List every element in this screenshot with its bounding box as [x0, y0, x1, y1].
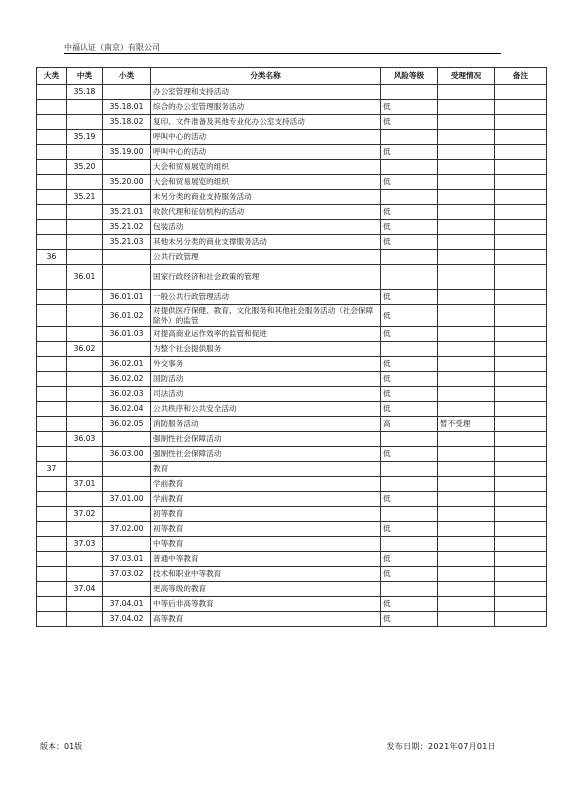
- table-row: [37, 507, 547, 522]
- note-cell: [495, 507, 547, 522]
- minor-cell: [103, 265, 151, 290]
- company-header: 中福认证（南京）有限公司: [64, 43, 160, 52]
- note-cell: [495, 205, 547, 220]
- middle-cell: [67, 612, 103, 627]
- minor-cell: [103, 160, 151, 175]
- release-date: 发布日期：2021年07月01日: [386, 742, 496, 751]
- table-row: [37, 190, 547, 205]
- note-cell: [495, 462, 547, 477]
- risk-cell: [381, 507, 438, 522]
- acceptance-cell: [438, 220, 495, 235]
- table-row: [37, 305, 547, 327]
- middle-cell: [67, 402, 103, 417]
- acceptance-cell: [438, 190, 495, 205]
- major-cell: [37, 537, 67, 552]
- risk-cell: 低: [381, 115, 438, 130]
- risk-cell: 低: [381, 357, 438, 372]
- risk-cell: [381, 85, 438, 100]
- note-cell: [495, 190, 547, 205]
- table-row: [37, 115, 547, 130]
- major-cell: [37, 85, 67, 100]
- minor-cell: 37.03.01: [103, 552, 151, 567]
- note-cell: [495, 567, 547, 582]
- note-cell: [495, 290, 547, 305]
- name-cell: 中等教育: [151, 537, 381, 552]
- acceptance-cell: [438, 492, 495, 507]
- acceptance-cell: [438, 477, 495, 492]
- middle-cell: 35.21: [67, 190, 103, 205]
- table-row: [37, 175, 547, 190]
- middle-cell: 37.01: [67, 477, 103, 492]
- acceptance-cell: [438, 597, 495, 612]
- major-cell: [37, 305, 67, 327]
- table-row: [37, 235, 547, 250]
- table-row: [37, 250, 547, 265]
- table-row: [37, 342, 547, 357]
- minor-cell: 36.01.02: [103, 305, 151, 327]
- major-cell: [37, 327, 67, 342]
- acceptance-cell: [438, 342, 495, 357]
- minor-cell: 37.01.00: [103, 492, 151, 507]
- middle-cell: [67, 305, 103, 327]
- major-cell: [37, 417, 67, 432]
- note-cell: [495, 130, 547, 145]
- risk-cell: 低: [381, 597, 438, 612]
- name-cell: 国家行政经济和社会政策的管理: [151, 265, 381, 290]
- table-row: [37, 552, 547, 567]
- name-cell: 强制性社会保障活动: [151, 432, 381, 447]
- major-cell: [37, 145, 67, 160]
- acceptance-cell: [438, 130, 495, 145]
- header-rule: [64, 53, 501, 54]
- name-cell: 对提高商业运作效率的监管和促进: [151, 327, 381, 342]
- minor-cell: [103, 477, 151, 492]
- major-cell: [37, 190, 67, 205]
- table-row: [37, 567, 547, 582]
- risk-cell: 低: [381, 290, 438, 305]
- acceptance-cell: [438, 567, 495, 582]
- note-cell: [495, 417, 547, 432]
- acceptance-cell: [438, 537, 495, 552]
- risk-cell: [381, 582, 438, 597]
- name-cell: 其他未另分类的商业支撑服务活动: [151, 235, 381, 250]
- acceptance-cell: [438, 372, 495, 387]
- name-cell: 学前教育: [151, 477, 381, 492]
- acceptance-cell: [438, 507, 495, 522]
- note-cell: [495, 175, 547, 190]
- middle-cell: [67, 115, 103, 130]
- note-cell: [495, 492, 547, 507]
- table-row: [37, 100, 547, 115]
- middle-cell: [67, 447, 103, 462]
- risk-cell: 低: [381, 235, 438, 250]
- name-cell: 消防服务活动: [151, 417, 381, 432]
- acceptance-cell: [438, 250, 495, 265]
- risk-cell: 低: [381, 387, 438, 402]
- note-cell: [495, 612, 547, 627]
- major-cell: [37, 402, 67, 417]
- table-row: [37, 477, 547, 492]
- minor-cell: 37.04.01: [103, 597, 151, 612]
- table-row: [37, 145, 547, 160]
- note-cell: [495, 145, 547, 160]
- name-cell: 包装活动: [151, 220, 381, 235]
- major-cell: [37, 552, 67, 567]
- minor-cell: 35.18.01: [103, 100, 151, 115]
- table-row: [37, 492, 547, 507]
- note-cell: [495, 447, 547, 462]
- major-cell: [37, 160, 67, 175]
- middle-cell: [67, 250, 103, 265]
- minor-cell: 37.03.02: [103, 567, 151, 582]
- acceptance-cell: [438, 447, 495, 462]
- minor-cell: 36.01.03: [103, 327, 151, 342]
- name-cell: 教育: [151, 462, 381, 477]
- table-row: [37, 462, 547, 477]
- major-cell: 37: [37, 462, 67, 477]
- risk-cell: [381, 477, 438, 492]
- minor-cell: 36.01.01: [103, 290, 151, 305]
- risk-cell: [381, 130, 438, 145]
- major-cell: [37, 175, 67, 190]
- name-cell: 更高等级的教育: [151, 582, 381, 597]
- middle-cell: 35.18: [67, 85, 103, 100]
- note-cell: [495, 115, 547, 130]
- name-cell: 外交事务: [151, 357, 381, 372]
- table-row: [37, 447, 547, 462]
- col-header-risk: 风险等级: [381, 68, 438, 85]
- minor-cell: [103, 342, 151, 357]
- risk-cell: [381, 160, 438, 175]
- major-cell: [37, 205, 67, 220]
- name-cell: 大会和贸易展览的组织: [151, 160, 381, 175]
- risk-cell: 低: [381, 492, 438, 507]
- name-cell: 技术和职业中等教育: [151, 567, 381, 582]
- acceptance-cell: [438, 462, 495, 477]
- middle-cell: 35.19: [67, 130, 103, 145]
- acceptance-cell: [438, 160, 495, 175]
- table-row: [37, 290, 547, 305]
- acceptance-cell: 暂不受理: [438, 417, 495, 432]
- middle-cell: 36.01: [67, 265, 103, 290]
- table-row: [37, 372, 547, 387]
- note-cell: [495, 372, 547, 387]
- middle-cell: [67, 372, 103, 387]
- name-cell: 公共行政管理: [151, 250, 381, 265]
- note-cell: [495, 552, 547, 567]
- middle-cell: [67, 290, 103, 305]
- major-cell: [37, 357, 67, 372]
- major-cell: [37, 477, 67, 492]
- major-cell: [37, 115, 67, 130]
- table-row: [37, 85, 547, 100]
- middle-cell: 37.04: [67, 582, 103, 597]
- table-row: [37, 220, 547, 235]
- middle-cell: [67, 357, 103, 372]
- middle-cell: [67, 417, 103, 432]
- risk-cell: [381, 265, 438, 290]
- minor-cell: 36.02.04: [103, 402, 151, 417]
- acceptance-cell: [438, 145, 495, 160]
- minor-cell: 36.02.05: [103, 417, 151, 432]
- minor-cell: 37.04.02: [103, 612, 151, 627]
- major-cell: [37, 130, 67, 145]
- acceptance-cell: [438, 582, 495, 597]
- risk-cell: 低: [381, 220, 438, 235]
- major-cell: [37, 432, 67, 447]
- table-row: [37, 327, 547, 342]
- major-cell: [37, 265, 67, 290]
- note-cell: [495, 220, 547, 235]
- risk-cell: 低: [381, 100, 438, 115]
- name-cell: 国防活动: [151, 372, 381, 387]
- name-cell: 初等教育: [151, 522, 381, 537]
- table-row: [37, 597, 547, 612]
- risk-cell: 低: [381, 327, 438, 342]
- table-row: [37, 387, 547, 402]
- minor-cell: [103, 507, 151, 522]
- name-cell: 学前教育: [151, 492, 381, 507]
- acceptance-cell: [438, 612, 495, 627]
- minor-cell: [103, 537, 151, 552]
- major-cell: [37, 372, 67, 387]
- middle-cell: [67, 235, 103, 250]
- col-header-major: 大类: [37, 68, 67, 85]
- major-cell: [37, 387, 67, 402]
- table-row: [37, 612, 547, 627]
- middle-cell: 37.02: [67, 507, 103, 522]
- minor-cell: [103, 130, 151, 145]
- risk-cell: 低: [381, 402, 438, 417]
- middle-cell: 36.03: [67, 432, 103, 447]
- middle-cell: [67, 597, 103, 612]
- acceptance-cell: [438, 357, 495, 372]
- acceptance-cell: [438, 327, 495, 342]
- middle-cell: [67, 552, 103, 567]
- major-cell: [37, 447, 67, 462]
- risk-cell: [381, 190, 438, 205]
- risk-cell: 低: [381, 205, 438, 220]
- note-cell: [495, 597, 547, 612]
- name-cell: 中等后非高等教育: [151, 597, 381, 612]
- name-cell: 大会和贸易展览的组织: [151, 175, 381, 190]
- acceptance-cell: [438, 432, 495, 447]
- major-cell: [37, 612, 67, 627]
- note-cell: [495, 477, 547, 492]
- table-row: [37, 265, 547, 290]
- note-cell: [495, 537, 547, 552]
- minor-cell: 35.21.02: [103, 220, 151, 235]
- note-cell: [495, 357, 547, 372]
- risk-cell: 高: [381, 417, 438, 432]
- major-cell: [37, 220, 67, 235]
- risk-cell: 低: [381, 175, 438, 190]
- col-header-name: 分类名称: [151, 68, 381, 85]
- acceptance-cell: [438, 522, 495, 537]
- minor-cell: 36.02.01: [103, 357, 151, 372]
- note-cell: [495, 265, 547, 290]
- table-row: [37, 432, 547, 447]
- minor-cell: [103, 432, 151, 447]
- note-cell: [495, 85, 547, 100]
- table-row: [37, 522, 547, 537]
- acceptance-cell: [438, 402, 495, 417]
- major-cell: 36: [37, 250, 67, 265]
- note-cell: [495, 235, 547, 250]
- version-label: 版本：01版: [40, 742, 83, 751]
- acceptance-cell: [438, 265, 495, 290]
- acceptance-cell: [438, 115, 495, 130]
- col-header-acceptance: 受理情况: [438, 68, 495, 85]
- middle-cell: [67, 145, 103, 160]
- acceptance-cell: [438, 290, 495, 305]
- minor-cell: [103, 85, 151, 100]
- name-cell: 强制性社会保障活动: [151, 447, 381, 462]
- risk-cell: 低: [381, 552, 438, 567]
- name-cell: 普通中等教育: [151, 552, 381, 567]
- major-cell: [37, 492, 67, 507]
- note-cell: [495, 305, 547, 327]
- risk-cell: 低: [381, 567, 438, 582]
- middle-cell: [67, 492, 103, 507]
- major-cell: [37, 567, 67, 582]
- name-cell: 复印、文件准备及其他专业化办公室支持活动: [151, 115, 381, 130]
- table-header-row: [37, 68, 547, 85]
- risk-cell: [381, 432, 438, 447]
- major-cell: [37, 342, 67, 357]
- note-cell: [495, 160, 547, 175]
- table-row: [37, 130, 547, 145]
- acceptance-cell: [438, 235, 495, 250]
- acceptance-cell: [438, 305, 495, 327]
- name-cell: 一般公共行政管理活动: [151, 290, 381, 305]
- minor-cell: 35.21.03: [103, 235, 151, 250]
- note-cell: [495, 432, 547, 447]
- acceptance-cell: [438, 100, 495, 115]
- risk-cell: [381, 250, 438, 265]
- minor-cell: 35.19.00: [103, 145, 151, 160]
- name-cell: 综合的办公室管理服务活动: [151, 100, 381, 115]
- note-cell: [495, 100, 547, 115]
- table-row: [37, 357, 547, 372]
- minor-cell: [103, 462, 151, 477]
- note-cell: [495, 582, 547, 597]
- major-cell: [37, 100, 67, 115]
- minor-cell: 37.02.00: [103, 522, 151, 537]
- col-header-minor: 小类: [103, 68, 151, 85]
- name-cell: 收款代理和征信机构的活动: [151, 205, 381, 220]
- table-row: [37, 582, 547, 597]
- risk-cell: 低: [381, 305, 438, 327]
- middle-cell: 36.02: [67, 342, 103, 357]
- middle-cell: [67, 175, 103, 190]
- name-cell: 对提供医疗保健、教育、文化服务和其他社会服务活动（社会保障除外）的监管: [151, 305, 381, 327]
- name-cell: 公共秩序和公共安全活动: [151, 402, 381, 417]
- minor-cell: 35.21.01: [103, 205, 151, 220]
- minor-cell: 36.02.03: [103, 387, 151, 402]
- risk-cell: 低: [381, 612, 438, 627]
- middle-cell: 37.03: [67, 537, 103, 552]
- name-cell: 办公室管理和支持活动: [151, 85, 381, 100]
- name-cell: 初等教育: [151, 507, 381, 522]
- middle-cell: [67, 205, 103, 220]
- table-row: [37, 205, 547, 220]
- middle-cell: [67, 462, 103, 477]
- minor-cell: [103, 582, 151, 597]
- name-cell: 呼叫中心的活动: [151, 130, 381, 145]
- name-cell: 未另分类的商业支持服务活动: [151, 190, 381, 205]
- name-cell: 高等教育: [151, 612, 381, 627]
- classification-table: [36, 67, 547, 627]
- middle-cell: [67, 100, 103, 115]
- major-cell: [37, 522, 67, 537]
- risk-cell: [381, 462, 438, 477]
- table-body: [37, 85, 547, 627]
- risk-cell: [381, 537, 438, 552]
- middle-cell: [67, 522, 103, 537]
- acceptance-cell: [438, 205, 495, 220]
- name-cell: 为整个社会提供服务: [151, 342, 381, 357]
- risk-cell: 低: [381, 145, 438, 160]
- risk-cell: [381, 342, 438, 357]
- acceptance-cell: [438, 552, 495, 567]
- minor-cell: 36.03.00: [103, 447, 151, 462]
- middle-cell: [67, 387, 103, 402]
- table-row: [37, 417, 547, 432]
- note-cell: [495, 250, 547, 265]
- table-row: [37, 537, 547, 552]
- minor-cell: 35.18.02: [103, 115, 151, 130]
- minor-cell: [103, 250, 151, 265]
- middle-cell: [67, 220, 103, 235]
- major-cell: [37, 597, 67, 612]
- middle-cell: [67, 327, 103, 342]
- risk-cell: 低: [381, 522, 438, 537]
- name-cell: 司法活动: [151, 387, 381, 402]
- table-row: [37, 402, 547, 417]
- minor-cell: [103, 190, 151, 205]
- major-cell: [37, 507, 67, 522]
- col-header-note: 备注: [495, 68, 547, 85]
- minor-cell: 35.20.00: [103, 175, 151, 190]
- major-cell: [37, 235, 67, 250]
- acceptance-cell: [438, 85, 495, 100]
- middle-cell: [67, 567, 103, 582]
- major-cell: [37, 290, 67, 305]
- name-cell: 呼叫中心的活动: [151, 145, 381, 160]
- note-cell: [495, 522, 547, 537]
- major-cell: [37, 582, 67, 597]
- note-cell: [495, 387, 547, 402]
- acceptance-cell: [438, 387, 495, 402]
- col-header-middle: 中类: [67, 68, 103, 85]
- risk-cell: 低: [381, 372, 438, 387]
- note-cell: [495, 342, 547, 357]
- minor-cell: 36.02.02: [103, 372, 151, 387]
- note-cell: [495, 327, 547, 342]
- table-row: [37, 160, 547, 175]
- risk-cell: 低: [381, 447, 438, 462]
- middle-cell: 35.20: [67, 160, 103, 175]
- acceptance-cell: [438, 175, 495, 190]
- note-cell: [495, 402, 547, 417]
